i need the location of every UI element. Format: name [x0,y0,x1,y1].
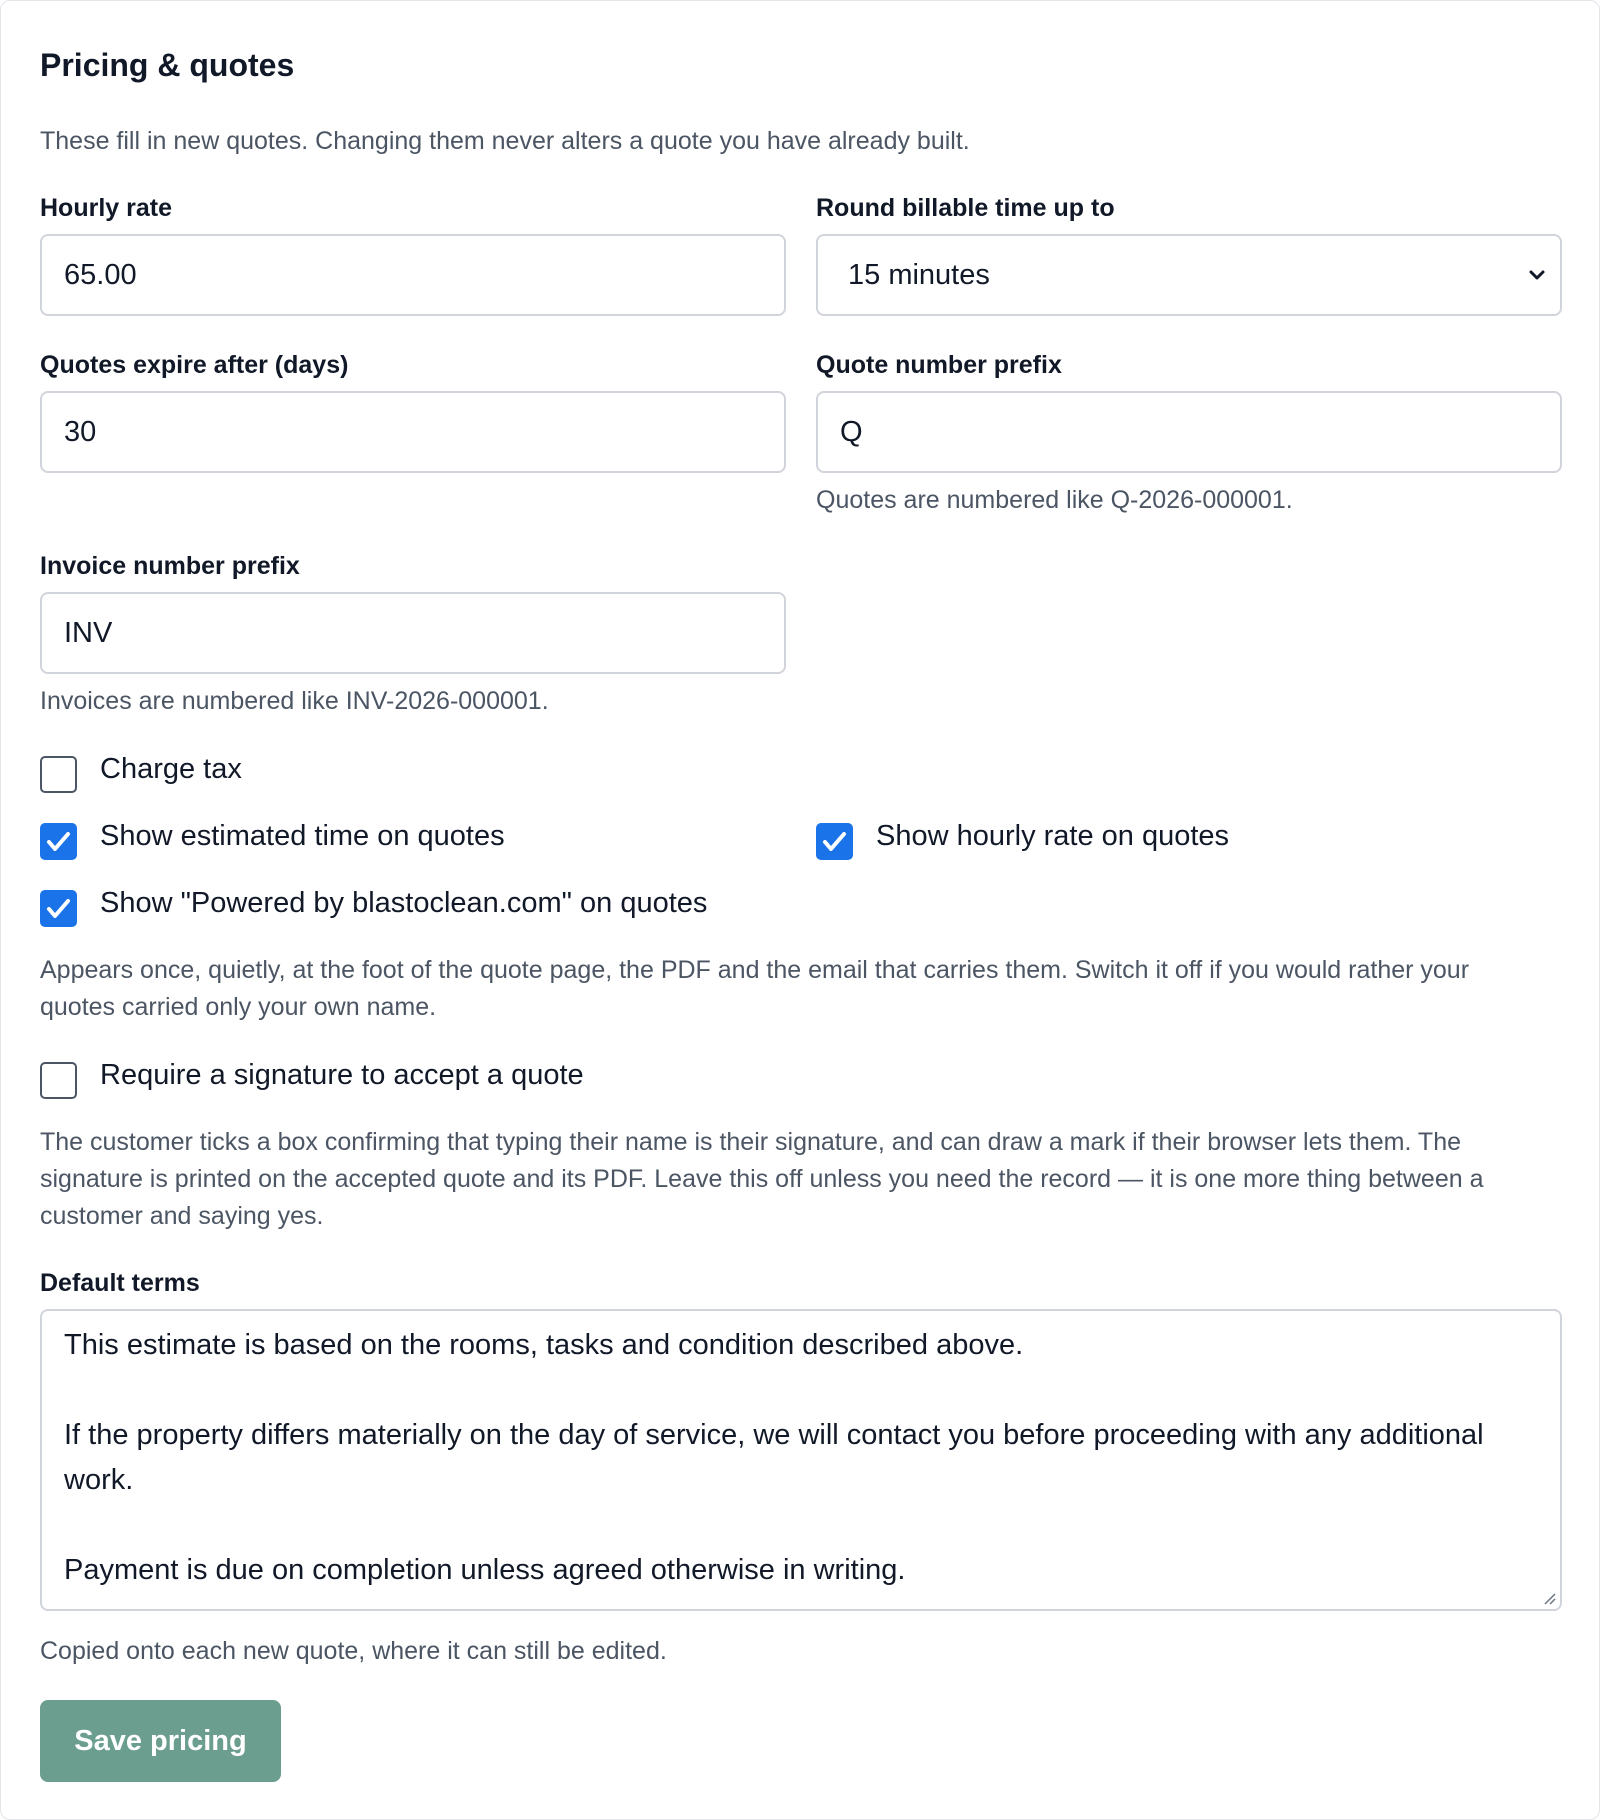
quote-prefix-label: Quote number prefix [816,351,1062,379]
powered-by-help-line-1: Appears once, quietly, at the foot of the quote page, the PDF and the email that carries them. Switch it off if you would rather your [40,956,1470,984]
show-powered-by-label: Show "Powered by blastoclean.com" on quotes [100,887,708,919]
section-title: Pricing & quotes [40,47,295,83]
round-time-selected-value: 15 minutes [848,259,990,291]
default-terms-textarea[interactable] [40,1309,1562,1611]
terms-line-3: work. [64,1464,134,1496]
checkmark-icon [42,825,75,858]
show-hourly-rate-label: Show hourly rate on quotes [876,820,1230,852]
quote-prefix-help: Quotes are numbered like Q-2026-000001. [816,486,1293,514]
show-powered-by-checkbox[interactable] [40,890,77,927]
checkmark-icon [818,825,851,858]
charge-tax-label: Charge tax [100,753,242,785]
round-time-label: Round billable time up to [816,194,1115,222]
hourly-rate-input[interactable] [40,234,786,316]
powered-by-help-line-2: quotes carried only your own name. [40,993,437,1021]
quote-prefix-input[interactable] [816,391,1562,473]
resize-handle-icon[interactable] [1542,1591,1556,1605]
invoice-prefix-label: Invoice number prefix [40,552,300,580]
chevron-down-icon [1528,266,1546,284]
terms-line-2: If the property differs materially on the day of service, we will contact you before proceeding with any additional [64,1419,1484,1451]
terms-line-4: Payment is due on completion unless agreed otherwise in writing. [64,1554,906,1586]
round-time-select[interactable] [816,234,1562,316]
expire-days-input[interactable] [40,391,786,473]
require-signature-checkbox[interactable] [40,1062,77,1099]
invoice-prefix-input[interactable] [40,592,786,674]
signature-help-line-1: The customer ticks a box confirming that typing their name is their signature, and can draw a mark if their browser lets them. The [40,1128,1461,1156]
charge-tax-checkbox[interactable] [40,756,77,793]
show-estimated-time-checkbox[interactable] [40,823,77,860]
terms-line-1: This estimate is based on the rooms, tasks and condition described above. [64,1329,1024,1361]
default-terms-help: Copied onto each new quote, where it can still be edited. [40,1637,667,1665]
section-intro: These fill in new quotes. Changing them never alters a quote you have already built. [40,127,970,155]
default-terms-label: Default terms [40,1269,200,1297]
expire-days-label: Quotes expire after (days) [40,351,349,379]
signature-help-line-3: customer and saying yes. [40,1202,324,1230]
save-pricing-button[interactable]: Save pricing [40,1700,281,1782]
signature-help-line-2: signature is printed on the accepted quote and its PDF. Leave this off unless you need the record — it is one more thing between a [40,1165,1484,1193]
show-estimated-time-label: Show estimated time on quotes [100,820,505,852]
hourly-rate-label: Hourly rate [40,194,172,222]
invoice-prefix-help: Invoices are numbered like INV-2026-000001. [40,687,549,715]
show-hourly-rate-checkbox[interactable] [816,823,853,860]
require-signature-label: Require a signature to accept a quote [100,1059,584,1091]
checkmark-icon [42,892,75,925]
